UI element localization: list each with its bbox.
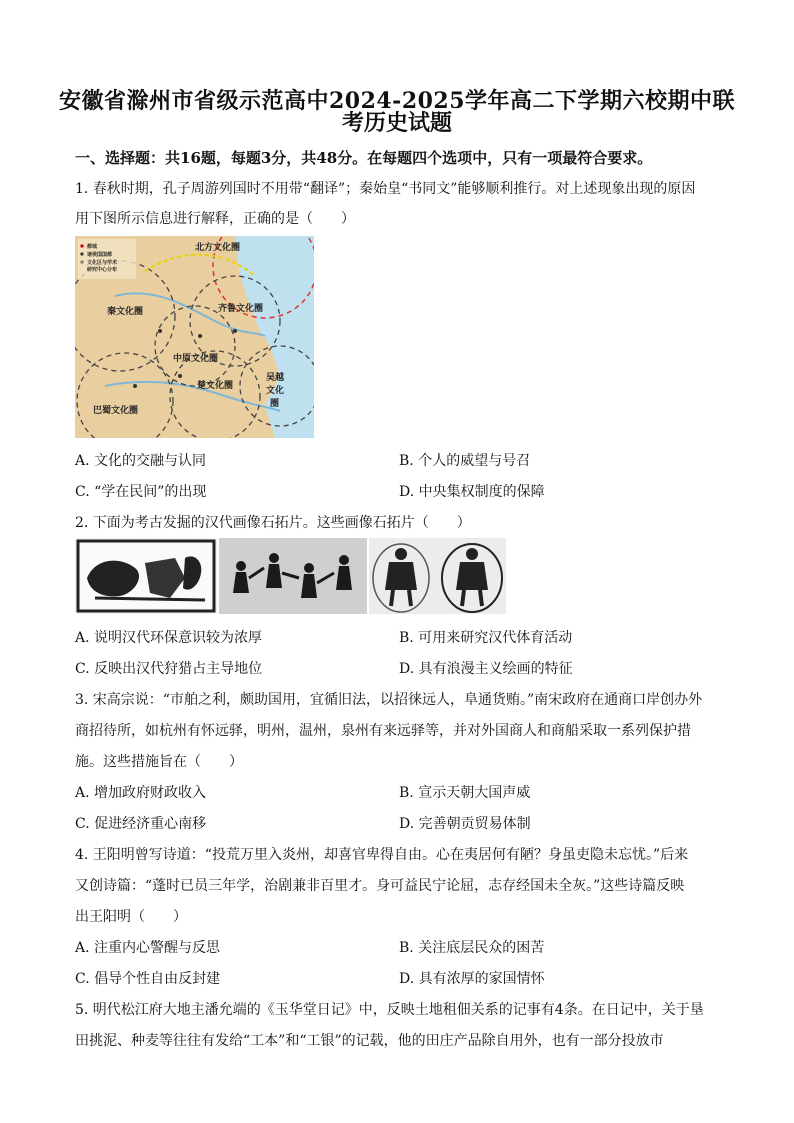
map-label-wuyue-2: 文化: [266, 386, 285, 396]
map-label-qin: 秦文化圈: [107, 307, 144, 317]
q3-stem-line2: 商招待所，如杭州有怀远驿，明州，温州，泉州有来远驿等，并对外国商人和商船采取一系列保护措: [75, 723, 691, 739]
q4-stem-line2: 又创诗篇：“蓬时已员三年学，治剧兼非百里才。身可益民宁论屈，志存经国未全灰。”这些诗篇反映: [75, 878, 685, 894]
map-legend-4: 研究中心分布: [87, 267, 118, 273]
q1-stem-line2: 用下图所示信息进行解释，正确的是（ ）: [75, 211, 355, 227]
q4-option-c[interactable]: C. 倡导个性自由反封建: [75, 971, 221, 987]
q4-option-b[interactable]: B. 关注底层民众的困苦: [399, 940, 545, 956]
map-label-qilu: 齐鲁文化圈: [218, 304, 264, 314]
q3-option-d[interactable]: D. 完善朝贡贸易体制: [399, 816, 531, 832]
q3-stem-line3: 施。这些措施旨在（ ）: [75, 754, 243, 770]
map-label-wuyue-1: 吴越: [266, 373, 285, 383]
q4-option-a[interactable]: A. 注重内心警醒与反思: [75, 940, 221, 956]
q2-option-a[interactable]: A. 说明汉代环保意识较为浓厚: [75, 630, 263, 646]
map-label-chu: 楚文化圈: [197, 381, 234, 391]
map-label-zhongyuan: 中原文化圈: [173, 354, 219, 364]
q3-option-c[interactable]: C. 促进经济重心南移: [75, 816, 207, 832]
q3-stem-line1: 3. 宋高宗说：“市舶之利，颇助国用，宜循旧法，以招徕远人，阜通货贿。”南宋政府在通商口岸创办外: [75, 692, 703, 708]
q1-option-d[interactable]: D. 中央集权制度的保障: [399, 484, 545, 500]
map-label-north: 北方文化圈: [195, 243, 241, 253]
q4-stem-line3: 出王阳明（ ）: [75, 909, 187, 925]
q2-stem-line1: 2. 下面为考古发掘的汉代画像石拓片。这些画像石拓片（ ）: [75, 515, 471, 531]
map-legend-3: 文化区与学术: [87, 260, 118, 266]
map-label-wuyue-3: 圈: [270, 399, 280, 409]
rubbing-image-rope-skipping: [369, 538, 506, 614]
q4-stem-line1: 4. 王阳明曾写诗道：“投荒万里入炎州，却喜官卑得自由。心在夷居何有陋？身虽吏隐未忘忧。”后来: [75, 847, 689, 863]
q3-option-b[interactable]: B. 宣示天朝大国声威: [399, 785, 531, 801]
rubbing-image-dancers: [219, 538, 367, 614]
q5-stem-line1: 5. 明代松江府大地主潘允端的《玉华堂日记》中，反映土地租佃关系的记事有4条。在日记中，关于垦: [75, 1002, 704, 1018]
q2-option-d[interactable]: D. 具有浪漫主义绘画的特征: [399, 661, 573, 677]
q1-stem-line1: 1. 春秋时期，孔子周游列国时不用带“翻译”；秦始皇“书同文”能够顺利推行。对上述现象出现的原因: [75, 181, 696, 197]
map-legend-2: 诸侯国国都: [87, 252, 113, 258]
q2-option-c[interactable]: C. 反映出汉代狩猎占主导地位: [75, 661, 263, 677]
q2-option-b[interactable]: B. 可用来研究汉代体育活动: [399, 630, 573, 646]
map-legend-1: 都城: [87, 244, 98, 250]
section-heading: 一、选择题：共16题，每题3分，共48分。在每题四个选项中，只有一项最符合要求。: [75, 149, 653, 167]
map-label-bashu: 巴蜀文化圈: [93, 406, 139, 416]
exam-title-line2: 考历史试题: [341, 110, 452, 136]
q3-option-a[interactable]: A. 增加政府财政收入: [75, 785, 207, 801]
rubbing-image-hunting: [75, 538, 217, 614]
exam-title-line1: 安徽省滁州市省级示范高中2024-2025学年高二下学期六校期中联: [58, 88, 736, 114]
culture-circle-map: [75, 236, 314, 438]
q5-stem-line2: 田挑泥、种麦等往往有发给“工本”和“工银”的记载，他的田庄产品除自用外，也有一部分投放市: [75, 1033, 664, 1049]
q1-option-b[interactable]: B. 个人的威望与号召: [399, 453, 531, 469]
q4-option-d[interactable]: D. 具有浓厚的家国情怀: [399, 971, 545, 987]
q1-option-a[interactable]: A. 文化的交融与认同: [75, 453, 207, 469]
q1-option-c[interactable]: C. “学在民间”的出现: [75, 484, 207, 500]
